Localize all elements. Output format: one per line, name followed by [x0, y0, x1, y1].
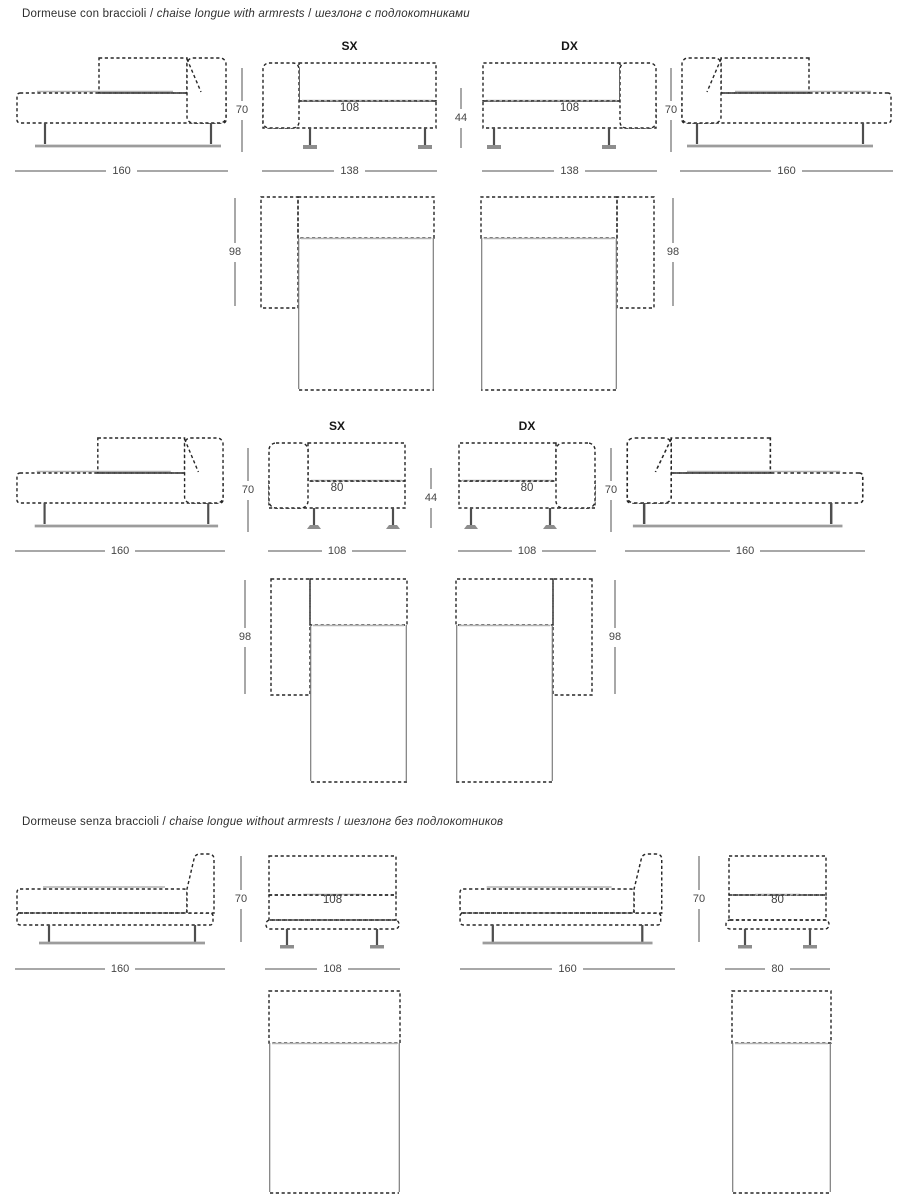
title-russian: шезлонг без подлокотников	[344, 816, 504, 828]
side-view-armrest-left	[15, 57, 228, 155]
title-separator: /	[162, 816, 166, 828]
dim-width: 138	[262, 164, 437, 178]
dim-height: 70	[660, 68, 682, 152]
seat-width-label: 80	[520, 482, 534, 494]
dim-width: 108	[458, 544, 596, 558]
variant-label-dx: DX	[561, 39, 578, 53]
title-english: chaise longue with armrests	[156, 8, 305, 20]
dim-depth: 98	[604, 580, 626, 694]
plan-view-no-armrest-narrow	[730, 990, 833, 1196]
dim-width: 80	[725, 962, 830, 976]
dim-seat-height: 44	[420, 468, 442, 528]
title-separator: /	[337, 816, 341, 828]
dim-length: 160	[15, 544, 225, 558]
seat-width-label: 108	[339, 102, 360, 114]
title-italian: Dormeuse con braccioli	[22, 8, 147, 20]
dim-depth: 98	[234, 580, 256, 694]
dim-length: 160	[680, 164, 893, 178]
title-separator: /	[308, 8, 312, 20]
variant-label-sx: SX	[341, 39, 358, 53]
side-view-no-armrest	[15, 852, 225, 947]
dim-length: 160	[460, 962, 675, 976]
dim-height: 70	[230, 856, 252, 942]
variant-label-dx: DX	[518, 419, 536, 433]
section-title-without-armrests	[22, 816, 503, 828]
variant-label-sx: SX	[328, 419, 345, 433]
plan-view-sx	[270, 578, 408, 785]
plan-view-no-armrest-wide	[267, 990, 402, 1196]
side-view-armrest-right	[680, 57, 893, 155]
dim-width: 108	[268, 544, 406, 558]
dim-length: 160	[15, 962, 225, 976]
side-view-no-armrest	[458, 852, 673, 947]
title-russian: шезлонг с подлокотниками	[314, 8, 470, 20]
dim-width: 108	[265, 962, 400, 976]
side-view-armrest-right	[625, 437, 865, 535]
dim-width: 138	[482, 164, 657, 178]
plan-view-sx	[260, 196, 435, 392]
seat-width-label: 80	[771, 894, 784, 906]
seat-width-label: 108	[559, 102, 580, 114]
section-title-with-armrests	[22, 8, 470, 20]
dim-length: 160	[625, 544, 865, 558]
seat-width-label: 108	[322, 894, 343, 906]
dim-height: 70	[237, 448, 259, 532]
dim-height: 70	[600, 448, 622, 532]
dim-height: 70	[231, 68, 253, 152]
seat-width-label: 80	[330, 482, 344, 494]
dim-length: 160	[15, 164, 228, 178]
side-view-armrest-left	[15, 437, 225, 535]
dim-depth: 98	[662, 198, 684, 306]
title-italian: Dormeuse senza braccioli	[22, 816, 160, 828]
dim-depth: 98	[224, 198, 246, 306]
plan-view-dx	[455, 578, 593, 785]
plan-view-dx	[480, 196, 655, 392]
dim-height: 70	[688, 856, 710, 942]
title-separator: /	[149, 8, 154, 20]
dim-seat-height: 44	[450, 88, 472, 148]
title-english: chaise longue without armrests	[169, 816, 334, 828]
